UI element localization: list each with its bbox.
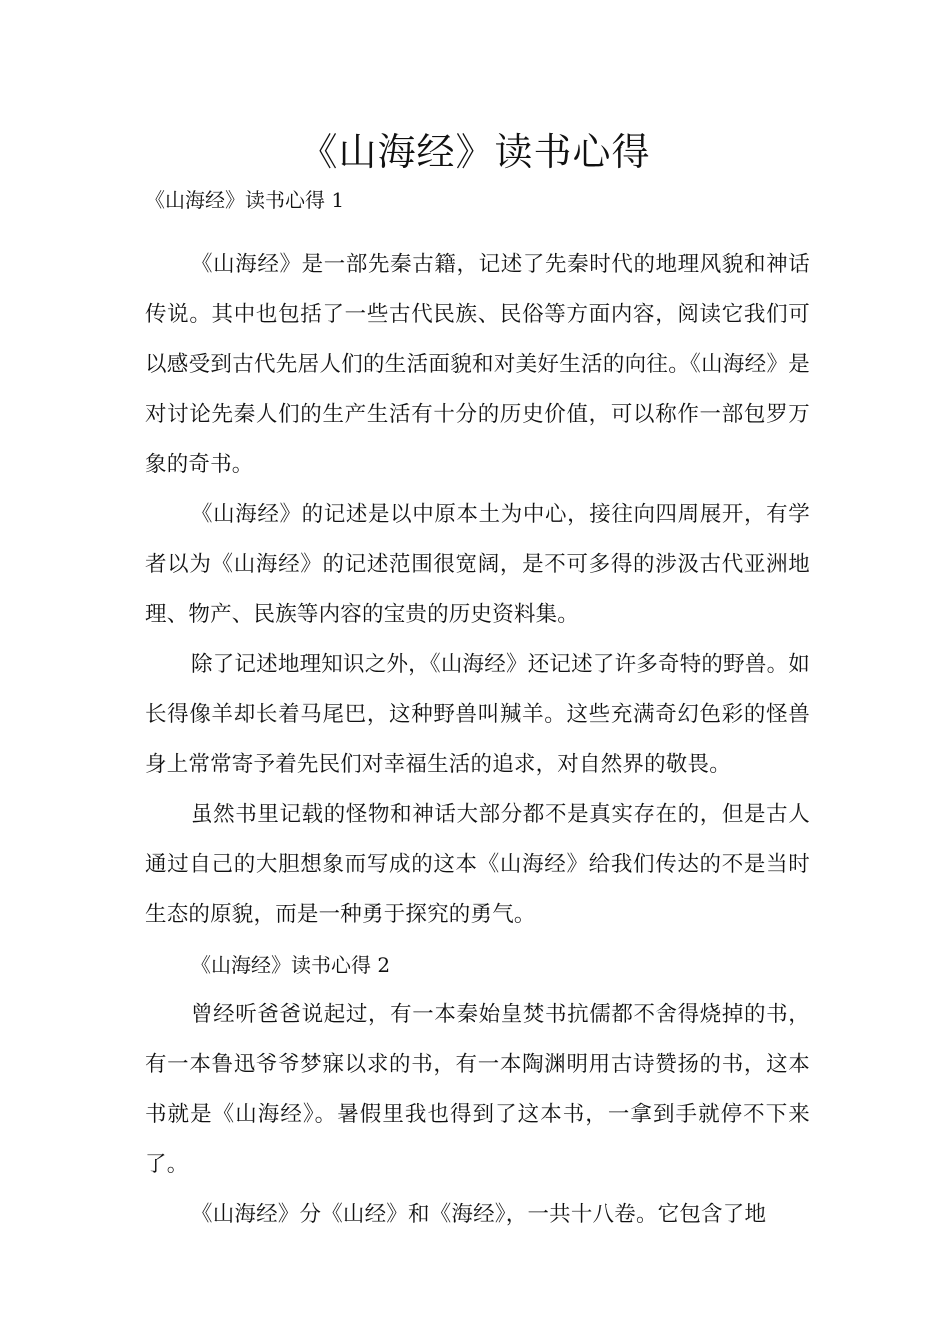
document-title: 《山海经》读书心得 [299, 130, 651, 174]
paragraph-1-2: 《山海经》的记述是以中原本土为中心，接往向四周展开，有学者以为《山海经》的记述范围很宽阔，是不可多得的涉汲古代亚洲地理、物产、民族等内容的宝贵的历史资料集。 [145, 502, 810, 627]
document-body [145, 180, 810, 1240]
paragraph-1-3: 除了记述地理知识之外，《山海经》还记述了许多奇特的野兽。如长得像羊却长着马尾巴，这种野兽叫羬羊。这些充满奇幻色彩的怪兽身上常常寄予着先民们对幸福生活的追求，对自然界的敬畏。 [145, 652, 810, 777]
section-heading-2: 《山海经》读书心得 2 [191, 953, 391, 977]
section-heading-1: 《山海经》读书心得 1 [145, 188, 345, 212]
paragraph-1-4: 虽然书里记载的怪物和神话大部分都不是真实存在的，但是古人通过自己的大胆想象而写成的这本《山海经》给我们传达的不是当时生态的原貌，而是一种勇于探究的勇气。 [145, 802, 810, 927]
paragraph-1-1: 《山海经》是一部先秦古籍，记述了先秦时代的地理风貌和神话传说。其中也包括了一些古代民族、民俗等方面内容，阅读它我们可以感受到古代先居人们的生活面貌和对美好生活的向往。《山海经》是对讨论先秦人们的生产生活有十分的历史价值，可以称作一部包罗万象的奇书。 [145, 252, 810, 477]
paragraph-2-2: 《山海经》分《山经》和《海经》，一共十八卷。它包含了地 [191, 1202, 767, 1227]
paragraph-2-1: 曾经听爸爸说起过，有一本秦始皇焚书抗儒都不舍得烧掉的书，有一本鲁迅爷爷梦寐以求的书，有一本陶渊明用古诗赞扬的书，这本书就是《山海经》。暑假里我也得到了这本书，一拿到手就停不下来了。 [145, 1002, 810, 1177]
